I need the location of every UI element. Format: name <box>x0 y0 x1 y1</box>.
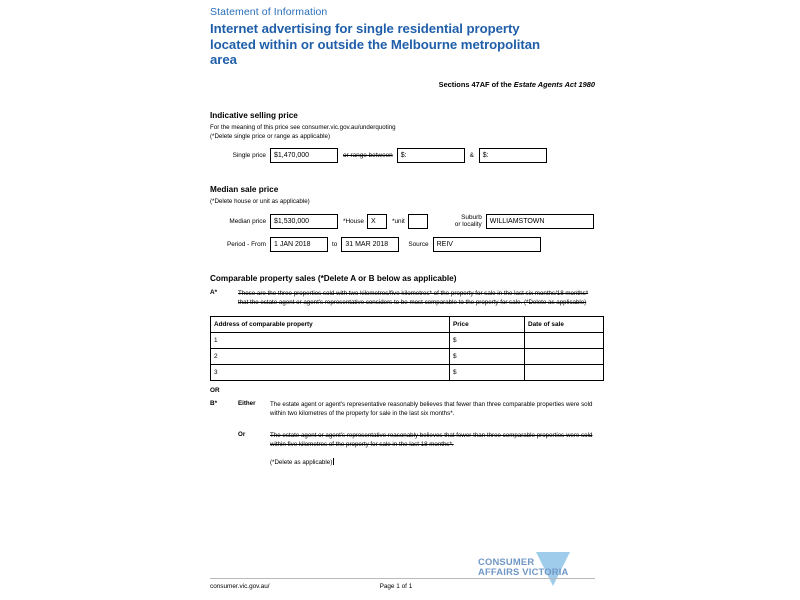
option-b-or-text: The estate agent or agent's representative reasonably believes that fewer than three comparable properties were sold within five kilometres of the property for sale in the last 18 months*. <box>270 431 593 448</box>
row-3-date-cell[interactable] <box>525 364 604 380</box>
source-label: Source <box>408 240 429 248</box>
row-3-number: 3 <box>214 368 218 376</box>
or-separator-label: OR <box>210 386 220 394</box>
house-checkbox-input[interactable]: X <box>367 214 387 229</box>
source-input[interactable]: REIV <box>433 237 541 252</box>
statement-of-information-label: Statement of Information <box>210 6 328 18</box>
table-header-row <box>211 316 604 332</box>
range-ampersand: & <box>469 151 474 159</box>
row-1-date-cell[interactable] <box>525 332 604 348</box>
option-a-text: These are the three properties sold with two kilometres/five kilometres* of the property for sale in the last six months/18 months* that the estate agent or agent's representative considers to be most comparable to the property for sale. (*Delete as applicable) <box>238 289 589 306</box>
footer-page-number: Page 1 of 1 <box>379 583 413 590</box>
row-1-address-cell[interactable] <box>211 332 450 348</box>
median-sale-price-note: (*Delete house or unit as applicable) <box>210 197 310 205</box>
option-b-either-text: The estate agent or agent's representative reasonably believes that fewer than three comparable properties were sold within two kilometres of the property for sale in the last six months*. <box>270 400 593 417</box>
row-1-number: 1 <box>214 336 218 344</box>
option-a-row <box>210 289 595 308</box>
page-title-line-3: area <box>210 52 237 67</box>
column-header-date: Date of sale <box>525 316 604 332</box>
period-to-label: to <box>332 240 338 248</box>
row-2-address-cell[interactable] <box>211 348 450 364</box>
page-footer <box>210 578 595 590</box>
option-b-either-row <box>210 400 595 419</box>
option-a-key: A* <box>210 288 218 296</box>
table-row <box>211 348 604 364</box>
range-to-input[interactable]: $: <box>479 148 547 163</box>
row-2-number: 2 <box>214 352 218 360</box>
range-from-input[interactable]: $: <box>397 148 465 163</box>
single-price-input[interactable]: $1,470,000 <box>270 148 338 163</box>
act-sections-line <box>210 80 595 89</box>
row-3-address-cell[interactable] <box>211 364 450 380</box>
comparable-sales-table <box>210 316 604 381</box>
median-sale-price-heading: Median sale price <box>210 184 279 194</box>
single-price-label: Single price <box>232 151 266 159</box>
page-title-line-2: located within or outside the Melbourne metropolitan <box>210 36 541 52</box>
suburb-label-line-2: or locality <box>454 221 482 228</box>
period-to-input[interactable]: 31 MAR 2018 <box>341 237 399 252</box>
text-caret <box>333 458 334 465</box>
document-content <box>210 0 595 466</box>
row-3-price-cell[interactable]: $ <box>450 364 525 380</box>
delete-as-applicable-note <box>270 458 595 466</box>
suburb-label <box>438 214 482 229</box>
option-b-or-spacer <box>210 431 238 450</box>
house-label: *House <box>343 217 364 225</box>
indicative-selling-price-subtitle: For the meaning of this price see consumer.vic.gov.au/underquoting <box>210 123 396 131</box>
median-price-input[interactable]: $1,530,000 <box>270 214 338 229</box>
option-b-or-row <box>210 431 595 450</box>
page-title-line-1: Internet advertising for single residential property <box>210 21 520 36</box>
column-header-address: Address of comparable property <box>211 316 450 332</box>
unit-checkbox-input[interactable] <box>408 214 428 229</box>
row-1-price-cell[interactable]: $ <box>450 332 525 348</box>
option-b-key: B* <box>210 399 218 407</box>
indicative-selling-price-heading: Indicative selling price <box>210 110 298 120</box>
column-header-price: Price <box>450 316 525 332</box>
median-price-label: Median price <box>229 217 266 225</box>
suburb-label-line-1: Suburb <box>461 213 482 221</box>
indicative-selling-price-note: (*Delete single price or range as applicable) <box>210 132 331 140</box>
act-sections-prefix: Sections 47AF of the <box>438 79 514 89</box>
suburb-input[interactable]: WILLIAMSTOWN <box>486 214 594 229</box>
unit-label: *unit <box>391 217 405 225</box>
logo-line-2: AFFAIRS VICTORIA <box>478 566 569 577</box>
logo-line-1: CONSUMER <box>478 556 535 567</box>
table-row <box>211 364 604 380</box>
delete-note-text: (*Delete as applicable) <box>270 458 333 466</box>
period-from-label: Period - From <box>226 240 266 248</box>
footer-url[interactable]: consumer.vic.gov.au/ <box>210 583 270 590</box>
act-sections-italic: Estate Agents Act 1980 <box>513 79 595 89</box>
comparable-property-sales-heading: Comparable property sales (*Delete A or B below as applicable) <box>210 273 457 283</box>
table-row <box>211 332 604 348</box>
page-title <box>210 21 595 68</box>
row-2-date-cell[interactable] <box>525 348 604 364</box>
median-period-row <box>210 237 595 252</box>
or-range-between-label: or range between <box>343 151 393 159</box>
median-price-row <box>210 214 595 229</box>
indicative-price-row <box>210 148 595 163</box>
period-from-input[interactable]: 1 JAN 2018 <box>270 237 328 252</box>
option-b-or-label: Or <box>238 430 246 438</box>
option-b-either-label: Either <box>238 399 256 407</box>
row-2-price-cell[interactable]: $ <box>450 348 525 364</box>
